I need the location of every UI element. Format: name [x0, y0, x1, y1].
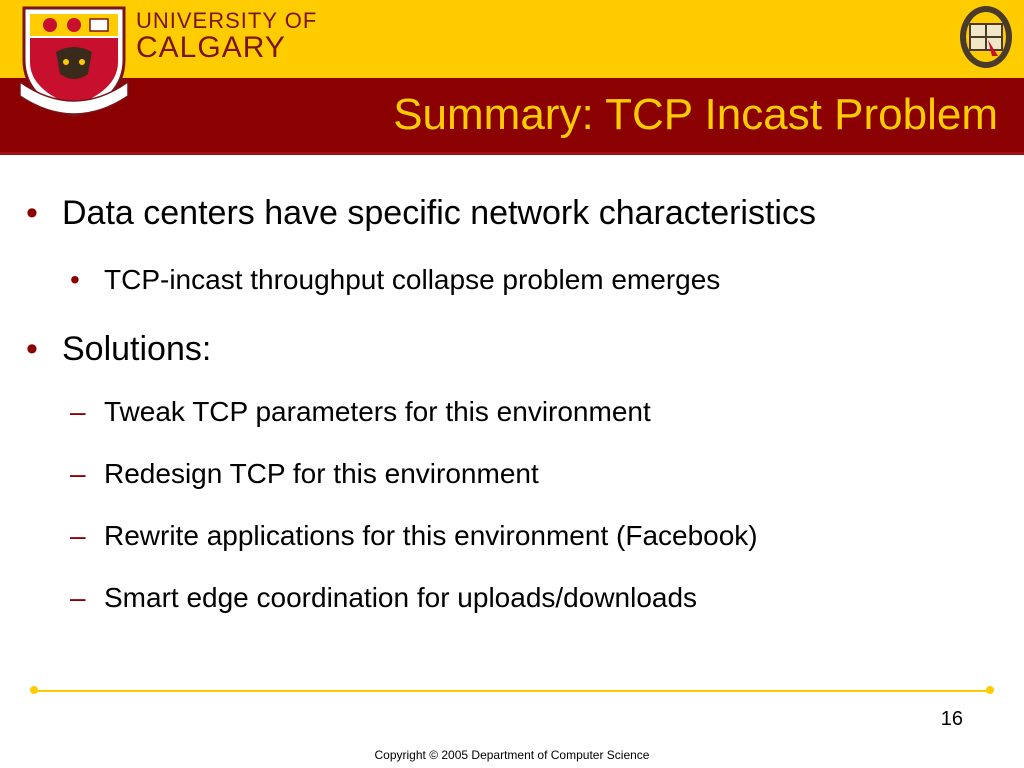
- footer-divider-dot: [986, 686, 994, 694]
- bullet-item: [26, 194, 816, 233]
- university-wordmark: [136, 10, 317, 63]
- bullet-item: [26, 330, 211, 369]
- university-shield-logo: [18, 2, 130, 120]
- bullet-marker: •: [70, 264, 80, 295]
- slide-title: Summary: TCP Incast Problem: [393, 90, 998, 139]
- bullet-text: TCP-incast throughput collapse problem emerges: [104, 264, 721, 295]
- dash-marker: –: [70, 582, 86, 613]
- wordmark-line2: CALGARY: [136, 31, 286, 64]
- dash-marker: –: [70, 458, 86, 489]
- bullet-marker: •: [26, 194, 38, 232]
- bullet-marker: •: [26, 330, 38, 368]
- dash-marker: –: [70, 520, 86, 551]
- wordmark-line1: UNIVERSITY OF: [136, 8, 318, 33]
- bullet-text: Tweak TCP parameters for this environment: [104, 396, 651, 427]
- sub-bullet-item: [70, 458, 539, 490]
- bullet-text: Solutions:: [62, 330, 212, 368]
- footer-divider: [34, 690, 990, 692]
- copyright-text: Copyright © 2005 Department of Computer Science: [374, 748, 650, 762]
- footer-divider-dot: [30, 686, 38, 694]
- bullet-text: Data centers have specific network characteristics: [62, 194, 816, 232]
- sub-bullet-item: [70, 582, 697, 614]
- sub-bullet-item: [70, 264, 720, 296]
- bullet-text: Redesign TCP for this environment: [104, 458, 539, 489]
- sub-bullet-item: [70, 520, 758, 552]
- dash-marker: –: [70, 396, 86, 427]
- sub-bullet-item: [70, 396, 651, 428]
- bullet-text: Rewrite applications for this environment (Facebook): [104, 520, 758, 551]
- page-number: 16: [940, 708, 963, 730]
- header-divider: [0, 152, 1024, 155]
- bullet-text: Smart edge coordination for uploads/downloads: [104, 582, 698, 613]
- department-emblem-icon: [958, 4, 1014, 70]
